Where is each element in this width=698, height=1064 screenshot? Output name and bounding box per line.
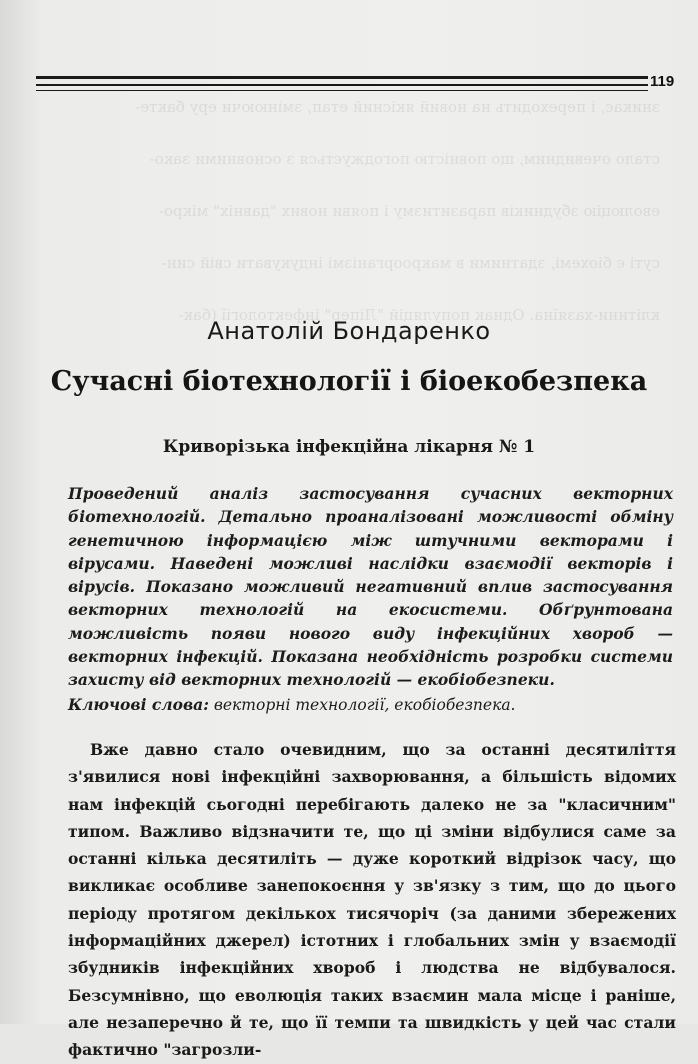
bleed-through-texture: суті є біохемі, здатними в макроорганізмі індукувати свій син- <box>161 254 660 272</box>
bleed-through-texture: зникає, і переходить на новий якісний етап, змінюючи еру бакте- <box>135 98 660 116</box>
article-abstract: Проведений аналіз застосування сучасних векторних біотехнологій. Детально проаналізовані можливості обміну генетичною інформацією між штучними векторами і вірусами. Наведені можливі наслідки взаємодії векторів і вірусів. Показано можливий негативний вплив застосування векторних технологій на екосистеми. Обґрунтована можливість появи нового виду інфекційних хвороб — векторних інфекцій. Показана необхідність розробки системи захисту від векторних технологій — екобіобезпеки. <box>68 484 673 690</box>
bleed-through-texture: стало очевидним, що повністю погоджується з основними зако- <box>149 150 660 168</box>
article-body <box>68 736 676 1064</box>
article-affiliation: Криворізька інфекційна лікарня № 1 <box>162 437 536 457</box>
header-rule <box>36 76 648 79</box>
bleed-through-texture: клітини-хазяїна. Однак популяцій "Ліпер" інфектології (бак- <box>178 306 660 324</box>
body-paragraph: Вже давно стало очевидним, що за останні десятиліття з'явилися нові інфекційні захворювання, а більшість відомих нам інфекцій сьогодні перебігають далеко не за "класичним" типом. Важливо відзначити те, що ці зміни відбулися саме за останні кілька десятиліть — дуже короткий відрізок часу, що викликає особливе занепокоєння у зв'язку з тим, що до цього періоду протягом декількох тисячоріч (за даними збережених інформаційних джерел) істотних і глобальних змін у взаємодії збудників інфекційних хвороб і людства не відбувалося. Безсумнівно, що еволюція таких взаємин мала місце і раніше, але незаперечно й те, що її темпи та швидкість у цей час стали фактично "загрозли- <box>68 740 676 1060</box>
header-rule <box>36 90 648 91</box>
article-author: Анатолій Бондаренко <box>207 317 491 345</box>
keywords-label: Ключові слова: <box>68 695 209 714</box>
bleed-through-texture: еволюцію збудників паразитизму і появи нових "давніх" мікро- <box>158 202 660 220</box>
article-keywords <box>68 693 673 717</box>
header-rule <box>36 84 648 86</box>
page-number: 119 <box>650 73 675 90</box>
article-title: Сучасні біотехнології і біоекобезпека <box>50 366 648 397</box>
keywords-text: векторні технології, екобіобезпека. <box>213 696 516 714</box>
